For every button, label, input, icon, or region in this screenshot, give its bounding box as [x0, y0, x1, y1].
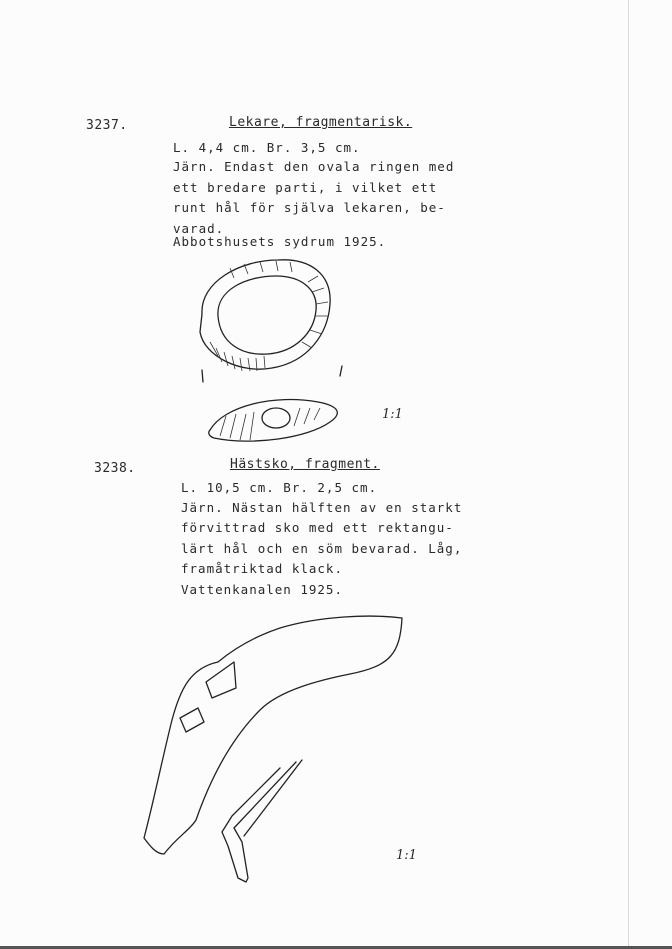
page-margin-line [628, 0, 629, 949]
entry-text-line: L. 10,5 cm. Br. 2,5 cm. [181, 480, 378, 495]
entry-text-line: förvittrad sko med ett rektangu- [181, 520, 454, 535]
entry-text-line: Abbotshusets sydrum 1925. [173, 234, 387, 249]
entry-number: 3237. [86, 118, 128, 133]
entry-text-line: Vattenkanalen 1925. [181, 582, 343, 597]
entry-text-line: runt hål för själva lekaren, be- [173, 200, 446, 215]
scale-label: 1:1 [396, 848, 417, 863]
entry-title: Hästsko, fragment. [230, 457, 380, 472]
entry-text-line: lärt hål och en söm bevarad. Låg, [181, 541, 463, 556]
entry-title: Lekare, fragmentarisk. [229, 115, 413, 130]
horseshoe-drawing [120, 610, 420, 900]
entry-text-line: L. 4,4 cm. Br. 3,5 cm. [173, 140, 361, 155]
scale-label: 1:1 [382, 407, 403, 422]
entry-number: 3238. [94, 461, 136, 476]
entry-text-line: framåtriktad klack. [181, 561, 343, 576]
ring-drawing [190, 252, 350, 452]
entry-text-line: varad. [173, 221, 225, 236]
entry-text-line: ett bredare parti, i vilket ett [173, 180, 438, 195]
entry-text-line: Järn. Nästan hälften av en starkt [181, 500, 463, 515]
entry-text-line: Järn. Endast den ovala ringen med [173, 159, 455, 174]
